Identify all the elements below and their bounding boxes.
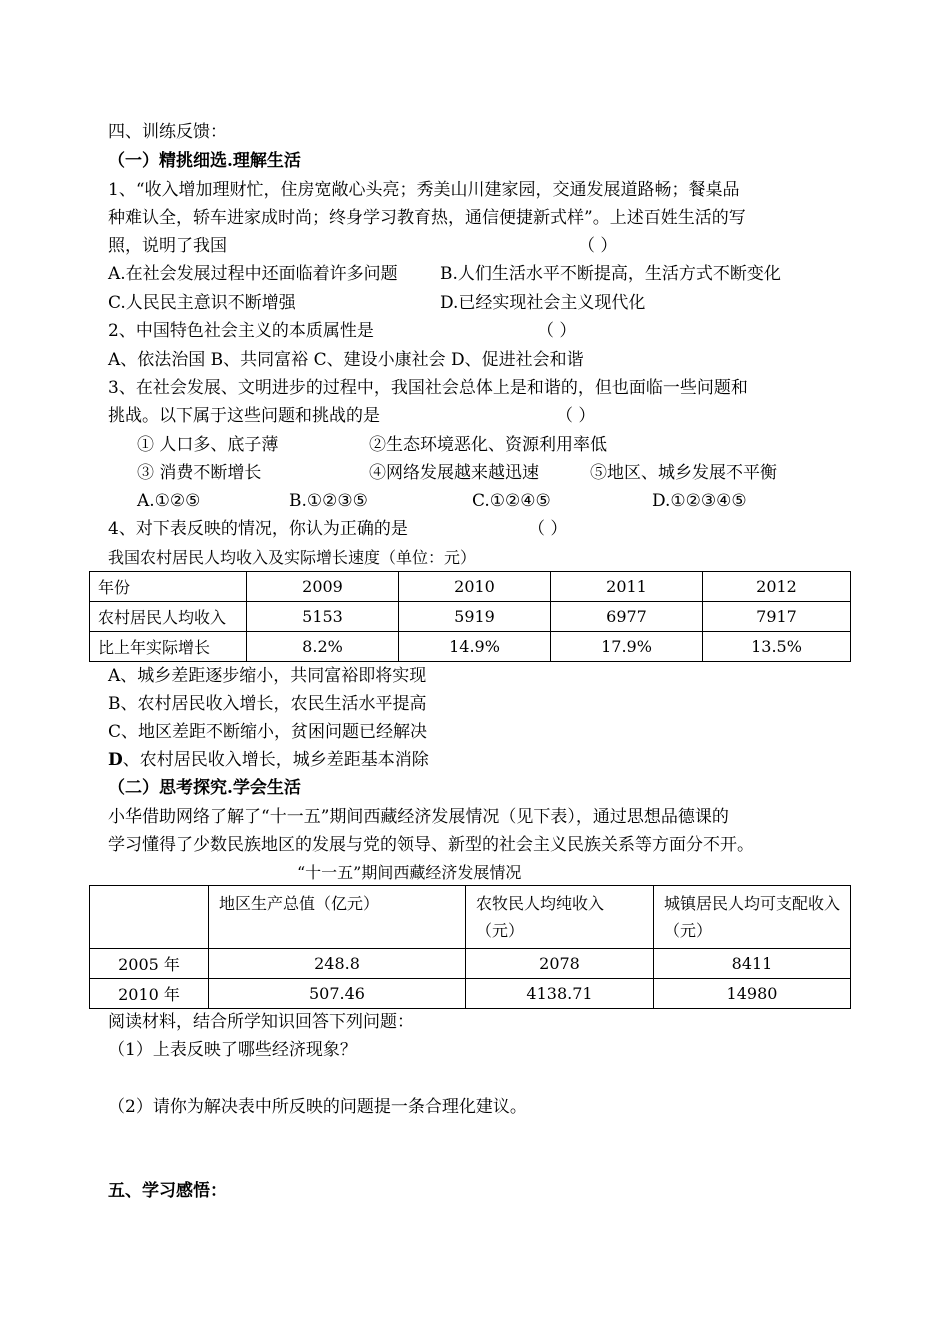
sub-question-2: （2）请你为解决表中所反映的问题提一条合理化建议。 — [108, 1097, 527, 1117]
part2-title: （二）思考探究.学会生活 — [108, 778, 301, 798]
q4-option-a: A、城乡差距逐步缩小，共同富裕即将实现 — [108, 666, 427, 686]
table-cell: 14.9% — [399, 632, 551, 662]
table-cell: 2012 — [703, 572, 851, 602]
rural-income-table — [89, 571, 851, 662]
table-header-row — [90, 886, 851, 949]
q3-item-3: ③ 消费不断增长 — [137, 463, 262, 483]
table-cell: 2078 — [466, 949, 654, 979]
table-header-row — [90, 572, 851, 602]
table-cell: 8.2% — [247, 632, 399, 662]
table-cell: 8411 — [654, 949, 851, 979]
table-cell: 2010 年 — [90, 979, 209, 1009]
q1-option-d: D.已经实现社会主义现代化 — [440, 293, 646, 313]
q3-option-d: D.①②③④⑤ — [652, 491, 747, 511]
table-cell: 农牧民人均纯收入（元） — [466, 886, 654, 949]
q2-options: A、依法治国 B、共同富裕 C、建设小康社会 D、促进社会和谐 — [108, 350, 584, 370]
part1-title: （一）精挑细选.理解生活 — [108, 151, 301, 171]
table-cell: 2010 — [399, 572, 551, 602]
table-cell: 地区生产总值（亿元） — [209, 886, 466, 949]
table-cell: 比上年实际增长 — [90, 632, 247, 662]
q1-line-3: 照，说明了我国 — [108, 236, 227, 256]
q4-option-c: C、地区差距不断缩小，贫困问题已经解决 — [108, 722, 428, 742]
tibet-table-caption: “十一五”期间西藏经济发展情况 — [297, 863, 522, 882]
table-cell: 248.8 — [209, 949, 466, 979]
q2-stem: 2、中国特色社会主义的本质属性是 — [108, 321, 374, 341]
section4-title: 四、训练反馈： — [108, 122, 227, 142]
table-cell: 5919 — [399, 602, 551, 632]
table-cell — [90, 886, 209, 949]
q3-bracket: （ ） — [556, 406, 596, 426]
table-cell: 507.46 — [209, 979, 466, 1009]
q4-option-d-text: 、农村居民收入增长，城乡差距基本消除 — [122, 750, 429, 770]
q1-line-2: 种难认全，轿车进家成时尚；终身学习教育热，通信便捷新式样”。上述百姓生活的写 — [108, 208, 746, 228]
q3-item-5: ⑤地区、城乡发展不平衡 — [590, 463, 777, 483]
table-cell: 6977 — [551, 602, 703, 632]
part2-line-2: 学习懂得了少数民族地区的发展与党的领导、新型的社会主义民族关系等方面分不开。 — [108, 835, 754, 855]
q1-option-b: B.人们生活水平不断提高，生活方式不断变化 — [440, 264, 781, 284]
table-cell: 7917 — [703, 602, 851, 632]
q1-line-1: 1、“收入增加理财忙，住房宽敞心头亮；秀美山川建家园，交通发展道路畅；餐桌品 — [108, 180, 740, 200]
q3-option-b: B.①②③⑤ — [289, 491, 368, 511]
table-cell: 5153 — [247, 602, 399, 632]
table-row — [90, 979, 851, 1009]
table-cell: 4138.71 — [466, 979, 654, 1009]
part2-line-1: 小华借助网络了解了“十一五”期间西藏经济发展情况（见下表），通过思想品德课的 — [108, 807, 729, 827]
table-cell: 年份 — [90, 572, 247, 602]
q1-option-c: C.人民民主意识不断增强 — [108, 293, 296, 313]
section5-title: 五、学习感悟： — [108, 1181, 227, 1201]
table-cell: 13.5% — [703, 632, 851, 662]
table-cell: 农村居民人均收入 — [90, 602, 247, 632]
table-row — [90, 949, 851, 979]
q1-option-a: A.在社会发展过程中还面临着许多问题 — [108, 264, 398, 284]
table-cell: 城镇居民人均可支配收入（元） — [654, 886, 851, 949]
q4-option-d — [108, 750, 429, 770]
tibet-economy-table — [89, 885, 851, 1009]
table-cell: 2009 — [247, 572, 399, 602]
table-row — [90, 602, 851, 632]
table-row — [90, 632, 851, 662]
q2-bracket: （ ） — [537, 321, 577, 341]
table-cell: 2011 — [551, 572, 703, 602]
q3-item-1: ① 人口多、底子薄 — [137, 435, 279, 455]
q3-option-a: A.①②⑤ — [137, 491, 201, 511]
q4-option-d-letter: D — [108, 750, 123, 770]
q3-line-1: 3、在社会发展、文明进步的过程中，我国社会总体上是和谐的，但也面临一些问题和 — [108, 378, 748, 398]
q4-option-b: B、农村居民收入增长，农民生活水平提高 — [108, 694, 427, 714]
q3-item-4: ④网络发展越来越迅速 — [369, 463, 539, 483]
table-cell: 17.9% — [551, 632, 703, 662]
sub-question-1: （1）上表反映了哪些经济现象？ — [108, 1040, 357, 1060]
q4-stem: 4、对下表反映的情况，你认为正确的是 — [108, 519, 408, 539]
q4-table-caption: 我国农村居民人均收入及实际增长速度（单位：元） — [108, 548, 477, 567]
q4-bracket: （ ） — [528, 519, 568, 539]
q1-bracket: （ ） — [578, 236, 618, 256]
table-cell: 2005 年 — [90, 949, 209, 979]
table-cell: 14980 — [654, 979, 851, 1009]
q3-item-2: ②生态环境恶化、资源利用率低 — [369, 435, 607, 455]
q3-line-2: 挑战。以下属于这些问题和挑战的是 — [108, 406, 380, 426]
q3-option-c: C.①②④⑤ — [472, 491, 551, 511]
read-instruction: 阅读材料，结合所学知识回答下列问题： — [108, 1012, 414, 1032]
